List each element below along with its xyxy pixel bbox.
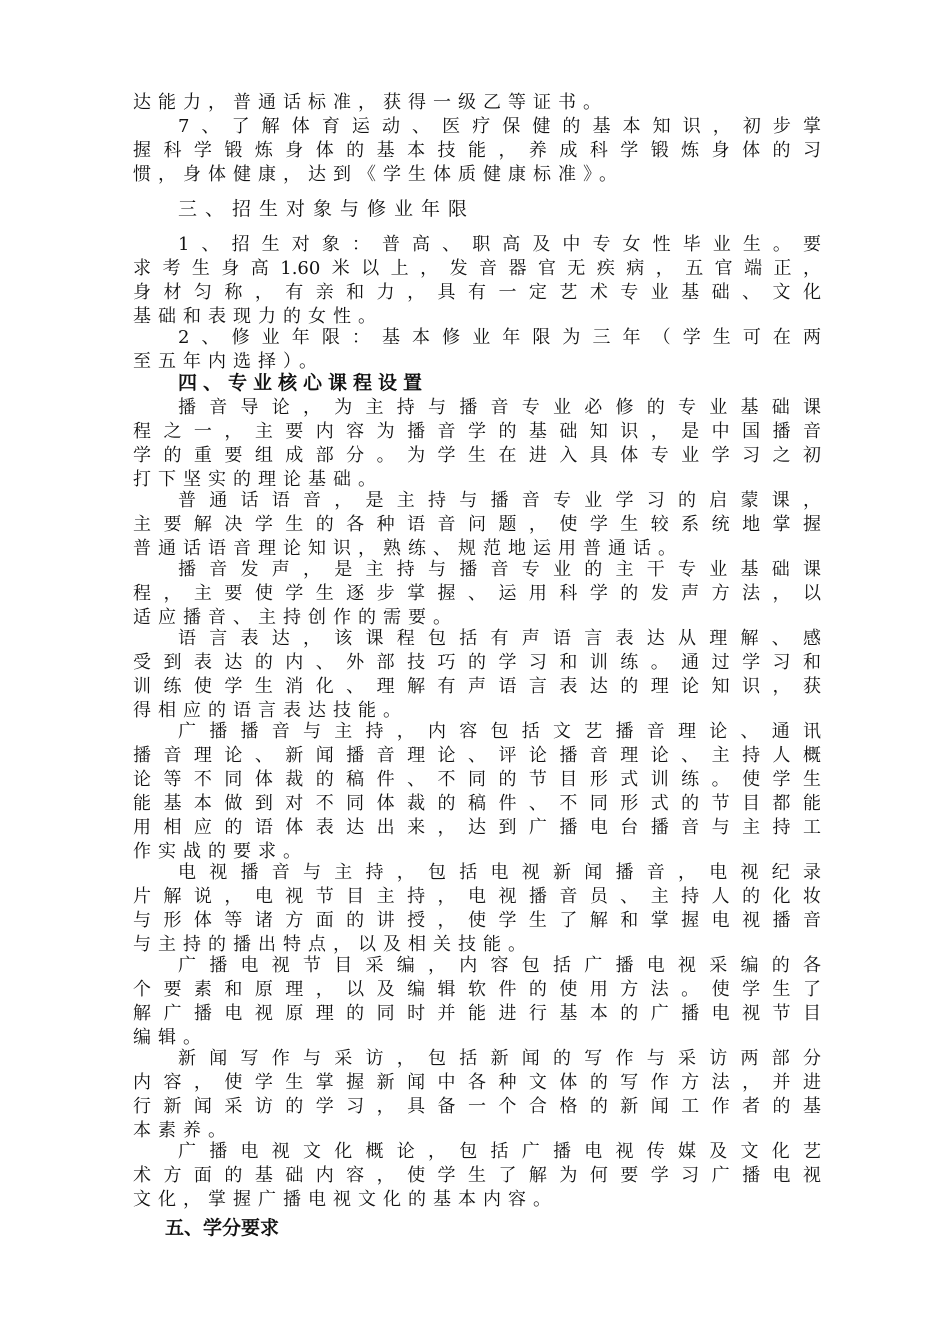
text-line: 编辑。 xyxy=(133,1027,208,1048)
text-line: 学的重要组成部分。为学生在进入具体专业学习之初 xyxy=(133,445,821,466)
text-line: 片解说，电视节目主持，电视播音员、主持人的化妆 xyxy=(133,886,821,907)
text-line: 播音导论，为主持与播音专业必修的专业基础课 xyxy=(178,397,821,418)
text-line: 能基本做到对不同体裁的稿件、不同形式的节目都能 xyxy=(133,793,821,814)
text-line: 训练使学生消化、理解有声语言表达的理论知识，获 xyxy=(133,676,821,697)
text-line: 普通话语音理论知识，熟练、规范地运用普通话。 xyxy=(133,538,683,559)
section-heading-core-courses: 四、专业核心课程设置 xyxy=(178,372,429,394)
text-line: 适应播音、主持创作的需要。 xyxy=(133,607,458,628)
text-line: 至五年内选择）。 xyxy=(133,351,324,372)
text-line: 术方面的基础内容，使学生了解为何要学习广播电视 xyxy=(133,1165,821,1186)
text-line: 达能力，普通话标准，获得一级乙等证书。 xyxy=(133,92,608,113)
text-line: 新闻写作与采访，包括新闻的写作与采访两部分 xyxy=(178,1048,821,1069)
text-line: 广播电视节目采编，内容包括广播电视采编的各 xyxy=(178,955,821,976)
text-line: 程之一，主要内容为播音学的基础知识，是中国播音 xyxy=(133,421,821,442)
text-line: 与主持的播出特点，以及相关技能。 xyxy=(133,934,533,955)
text-line: 广播播音与主持，内容包括文艺播音理论、通讯 xyxy=(178,721,821,742)
text-line: 与形体等诸方面的讲授，使学生了解和掌握电视播音 xyxy=(133,910,821,931)
text-line: 普通话语音，是主持与播音专业学习的启蒙课， xyxy=(178,490,821,511)
text-line: 解广播电视原理的同时并能进行基本的广播电视节目 xyxy=(133,1003,821,1024)
text-line: 得相应的语言表达技能。 xyxy=(133,700,408,721)
text-line: 用相应的语体表达出来，达到广播电台播音与主持工 xyxy=(133,817,821,838)
text-line: 播音理论、新闻播音理论、评论播音理论、主持人概 xyxy=(133,745,821,766)
text-line: 电视播音与主持，包括电视新闻播音，电视纪录 xyxy=(178,862,821,883)
text-line: 行新闻采访的学习，具备一个合格的新闻工作者的基 xyxy=(133,1096,821,1117)
text-line: 求考生身高1.60米以上，发音器官无疾病，五官端正， xyxy=(133,258,821,279)
section-heading-credits: 五、学分要求 xyxy=(165,1217,280,1239)
text-line: 2、修业年限：基本修业年限为三年（学生可在两 xyxy=(178,327,821,348)
text-line: 论等不同体裁的稿件、不同的节目形式训练。使学生 xyxy=(133,769,821,790)
text-line: 受到表达的内、外部技巧的学习和训练。通过学习和 xyxy=(133,652,821,673)
text-line: 1、招生对象：普高、职高及中专女性毕业生。要 xyxy=(178,234,821,255)
text-line: 文化，掌握广播电视文化的基本内容。 xyxy=(133,1189,558,1210)
text-line: 程，主要使学生逐步掌握、运用科学的发声方法，以 xyxy=(133,583,821,604)
text-line: 基础和表现力的女性。 xyxy=(133,306,383,327)
text-line: 语言表达，该课程包括有声语言表达从理解、感 xyxy=(178,628,821,649)
section-heading-enrollment: 三、招生对象与修业年限 xyxy=(178,198,476,220)
text-line: 打下坚实的理论基础。 xyxy=(133,469,383,490)
text-line: 个要素和原理，以及编辑软件的使用方法。使学生了 xyxy=(133,979,821,1000)
text-line: 本素养。 xyxy=(133,1120,233,1141)
text-line: 播音发声，是主持与播音专业的主干专业基础课 xyxy=(178,559,821,580)
text-line: 作实战的要求。 xyxy=(133,841,308,862)
text-line: 广播电视文化概论，包括广播电视传媒及文化艺 xyxy=(178,1141,821,1162)
text-line: 身材匀称，有亲和力，具有一定艺术专业基础、文化 xyxy=(133,282,821,303)
text-line: 惯，身体健康，达到《学生体质健康标准》。 xyxy=(133,164,624,185)
text-line: 内容，使学生掌握新闻中各种文体的写作方法，并进 xyxy=(133,1072,821,1093)
text-line: 握科学锻炼身体的基本技能，养成科学锻炼身体的习 xyxy=(133,140,821,161)
text-line: 7、了解体育运动、医疗保健的基本知识，初步掌 xyxy=(178,116,821,137)
text-line: 主要解决学生的各种语音问题，使学生较系统地掌握 xyxy=(133,514,821,535)
